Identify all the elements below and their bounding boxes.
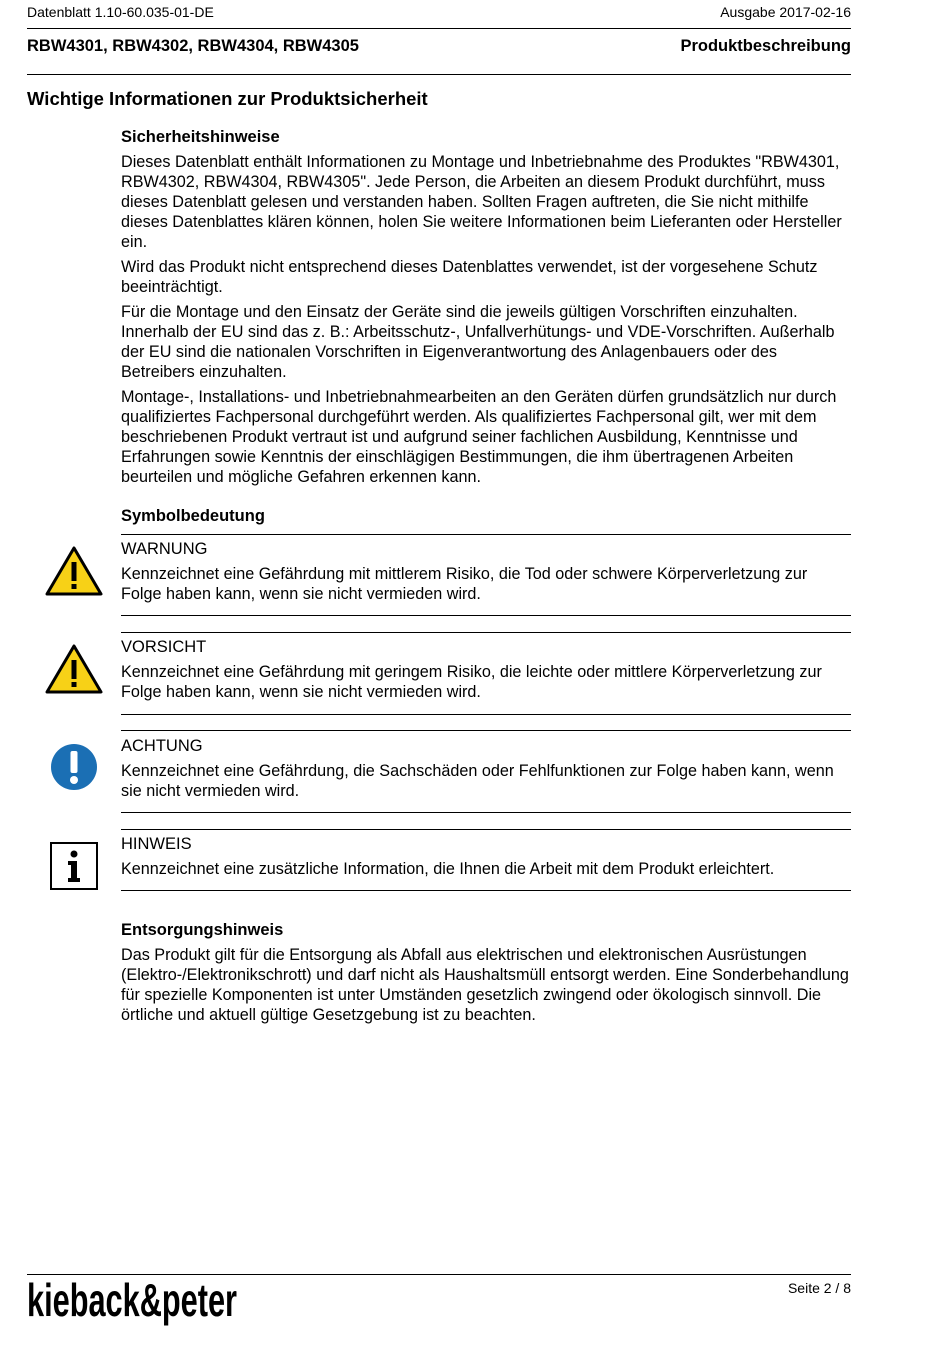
symbol-rule: [121, 632, 851, 633]
symbol-item-hint: [121, 834, 851, 879]
safety-paragraph-1: Dieses Datenblatt enthält Informationen zu Montage und Inbetriebnahme des Produktes "RBW4301, RBW4302, RBW4304, RBW4305". Jede Person, die Arbeiten an diesem Produkt durchführt, muss dieses Datenblatt gelesen und verstanden haben. Sollten Fragen auftreten, die Sie nicht mithilfe dieses Datenblattes klären können, holen Sie weitere Informationen beim Lieferanten oder Hersteller ein.: [121, 153, 842, 251]
top-header-line: [27, 4, 851, 20]
product-list: RBW4301, RBW4302, RBW4304, RBW4305: [27, 37, 359, 55]
disposal-text: Das Produkt gilt für die Entsorgung als Abfall aus elektrischen und elektronischen Ausrüstungen (Elektro-/Elektronikschrott) und darf nicht als Haushaltsmüll entsorgt werden. Eine Sonderbehandlung für spezielle Komponenten ist unter Umständen gesetzlich zwingend oder ökologisch sinnvoll. Die örtliche und aktuell gültige Gesetzgebung ist zu beachten.: [121, 946, 849, 1024]
section-title: Produktbeschreibung: [680, 37, 851, 55]
symbol-rule: [121, 534, 851, 535]
symbol-item-caution: [121, 637, 851, 702]
info-icon: [50, 842, 98, 890]
symbol-title: VORSICHT: [121, 638, 207, 656]
symbol-item-warning: [121, 539, 851, 604]
disposal-section: [121, 920, 851, 1025]
header-rule-top: [27, 28, 851, 29]
page-title: Wichtige Informationen zur Produktsicherheit: [27, 88, 428, 109]
doc-id: Datenblatt 1.10-60.035-01-DE: [27, 4, 214, 20]
symbol-text: Kennzeichnet eine zusätzliche Information, die Ihnen die Arbeit mit dem Produkt erleichtert.: [121, 860, 775, 878]
safety-paragraph-4: Montage-, Installations- und Inbetriebnahmearbeiten an den Geräten dürfen grundsätzlich nur durch qualifiziertes Fachpersonal durchgeführt werden. Als qualifiziertes Fachpersonal gilt, wer mit dem beschriebenen Produkt vertraut ist und aufgrund seiner fachlichen Ausbildung, Kenntnisse und Erfahrungen sowie Kenntnis der einschlägigen Bestimmungen, die ihm übertragenen Arbeiten beurteilen und mögliche Gefahren erkennen kann.: [121, 388, 837, 486]
caution-triangle-icon: [45, 644, 103, 694]
disposal-heading: Entsorgungshinweis: [121, 921, 284, 939]
safety-heading: Sicherheitshinweise: [121, 128, 280, 146]
safety-section: [121, 127, 851, 487]
kieback-peter-logo: [27, 1276, 239, 1324]
product-header: [27, 37, 851, 56]
symbol-title: HINWEIS: [121, 835, 192, 853]
symbols-heading: Symbolbedeutung: [121, 507, 265, 525]
symbol-rule: [121, 730, 851, 731]
safety-paragraph-2: Wird das Produkt nicht entsprechend dieses Datenblattes verwendet, ist der vorgesehene Schutz beeinträchtigt.: [121, 258, 818, 296]
symbol-rule: [121, 714, 851, 715]
page-number: Seite 2 / 8: [787, 1280, 851, 1296]
symbol-rule: [121, 812, 851, 813]
symbol-rule: [121, 829, 851, 830]
symbol-text: Kennzeichnet eine Gefährdung, die Sachschäden oder Fehlfunktionen zur Folge haben kann, wenn sie nicht vermieden wird.: [121, 762, 834, 800]
symbol-text: Kennzeichnet eine Gefährdung mit mittlerem Risiko, die Tod oder schwere Körperverletzung zur Folge haben kann, wenn sie nicht vermieden wird.: [121, 565, 808, 603]
symbol-title: ACHTUNG: [121, 737, 203, 755]
symbol-rule: [121, 890, 851, 891]
warning-triangle-icon: [45, 546, 103, 596]
logo-text: kieback&peter: [27, 1274, 238, 1326]
header-rule-bottom: [27, 74, 851, 75]
symbol-text: Kennzeichnet eine Gefährdung mit geringem Risiko, die leichte oder mittlere Körperverletzung zur Folge haben kann, wenn sie nicht vermieden wird.: [121, 663, 822, 701]
edition-date: Ausgabe 2017-02-16: [720, 4, 851, 20]
symbol-title: WARNUNG: [121, 540, 208, 558]
symbol-item-notice: [121, 736, 851, 801]
safety-paragraph-3: Für die Montage und den Einsatz der Geräte sind die jeweils gültigen Vorschriften einzuhalten. Innerhalb der EU sind das z. B.: Arbeitsschutz-, Unfallverhütungs- und VDE-Vorschriften. Außerhalb der EU sind die nationalen Vorschriften in Eigenverantwortung des Anlagenbauers oder des Betreibers einzuhalten.: [121, 303, 835, 381]
symbol-rule: [121, 615, 851, 616]
exclamation-circle-icon: [50, 743, 98, 791]
